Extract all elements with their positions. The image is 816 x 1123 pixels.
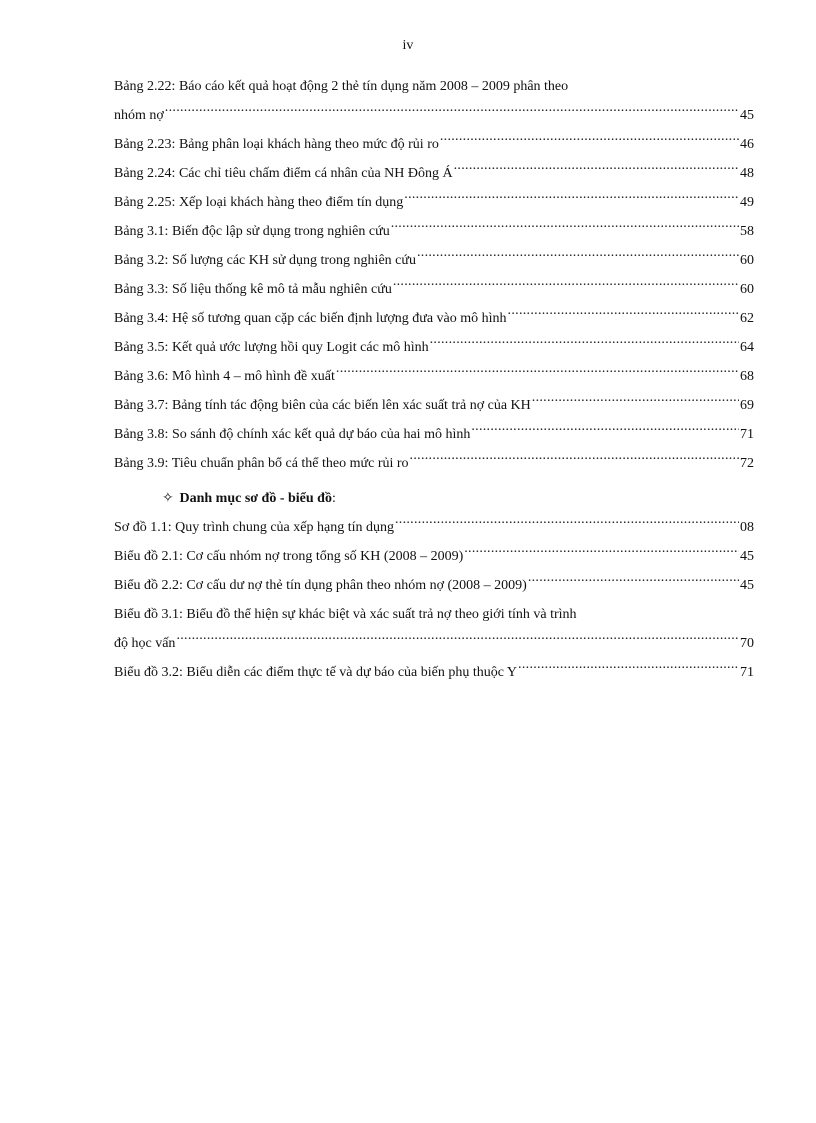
toc-entry-page: 60 <box>740 282 754 297</box>
dot-leader <box>395 517 739 531</box>
toc-entry-page: 71 <box>740 427 754 442</box>
section-heading <box>114 484 754 513</box>
toc-entry <box>114 72 754 130</box>
toc-entry <box>114 449 754 478</box>
page-number: iv <box>402 38 414 53</box>
toc-entry-title: Bảng 3.5: Kết quả ước lượng hồi quy Logit các mô hình <box>114 340 429 355</box>
toc-entry-title: Biểu đồ 2.2: Cơ cấu dư nợ thẻ tín dụng phân theo nhóm nợ (2008 – 2009) <box>114 578 527 593</box>
toc-entry-page: 45 <box>740 549 754 564</box>
toc-entry-page: 71 <box>740 665 754 680</box>
toc-entry-page: 49 <box>740 195 754 210</box>
toc-entry-page: 60 <box>740 253 754 268</box>
dot-leader <box>528 575 739 589</box>
toc-entry <box>114 571 754 600</box>
toc-entry-title: Biểu đồ 2.1: Cơ cấu nhóm nợ trong tổng số KH (2008 – 2009) <box>114 549 464 564</box>
dot-leader <box>176 633 739 647</box>
section-heading-colon: : <box>331 491 336 506</box>
toc-entry-title: Bảng 3.9: Tiêu chuẩn phân bổ cá thể theo mức rủi ro <box>114 456 409 471</box>
toc-entry-title: độ học vấn <box>114 636 176 651</box>
toc-entry-first-line: Bảng 2.22: Báo cáo kết quả hoạt động 2 thẻ tín dụng năm 2008 – 2009 phân theo <box>114 79 569 94</box>
toc-entry-title: Bảng 3.2: Số lượng các KH sử dụng trong nghiên cứu <box>114 253 416 268</box>
toc-entry-title: Bảng 3.4: Hệ số tương quan cặp các biến định lượng đưa vào mô hình <box>114 311 507 326</box>
toc-entry-page: 48 <box>740 166 754 181</box>
toc-entry-title: nhóm nợ <box>114 108 164 123</box>
toc-entry-title: Sơ đồ 1.1: Quy trình chung của xếp hạng tín dụng <box>114 520 394 535</box>
toc-entry <box>114 304 754 333</box>
toc-entry-title: Biểu đồ 3.2: Biểu diễn các điểm thực tế và dự báo của biến phụ thuộc Y <box>114 665 518 680</box>
toc-entry <box>114 333 754 362</box>
toc-entry <box>114 362 754 391</box>
toc-entry-page: 70 <box>740 636 754 651</box>
dot-leader <box>430 337 739 351</box>
toc-entry <box>114 420 754 449</box>
dot-leader <box>336 366 739 380</box>
dot-leader <box>165 105 739 119</box>
toc-entry-page: 68 <box>740 369 754 384</box>
toc-entry <box>114 130 754 159</box>
toc-entry-title: Bảng 2.23: Bảng phân loại khách hàng theo mức độ rủi ro <box>114 137 439 152</box>
toc-entry-page: 69 <box>740 398 754 413</box>
toc-entry <box>114 246 754 275</box>
toc-entry-page: 62 <box>740 311 754 326</box>
toc-entry <box>114 159 754 188</box>
toc-entry <box>114 542 754 571</box>
section-heading-title: Danh mục sơ đồ - biểu đồ <box>179 491 332 506</box>
toc-entry-title: Bảng 2.25: Xếp loại khách hàng theo điểm tín dụng <box>114 195 404 210</box>
dot-leader <box>440 134 739 148</box>
toc-entry-title: Bảng 2.24: Các chỉ tiêu chấm điểm cá nhân của NH Đông Á <box>114 166 453 181</box>
dot-leader <box>391 221 739 235</box>
dot-leader <box>471 424 739 438</box>
toc-entry-page: 45 <box>740 108 754 123</box>
dot-leader <box>404 192 739 206</box>
toc-entry-title: Bảng 3.3: Số liệu thống kê mô tả mẫu nghiên cứu <box>114 282 392 297</box>
toc-entry-title: Bảng 3.8: So sánh độ chính xác kết quả dự báo của hai mô hình <box>114 427 471 442</box>
toc-entry-page: 72 <box>740 456 754 471</box>
table-of-tables-list <box>114 72 754 478</box>
toc-entry-title: Bảng 3.1: Biến độc lập sử dụng trong nghiên cứu <box>114 224 390 239</box>
toc-entry-page: 45 <box>740 578 754 593</box>
dot-leader <box>410 453 739 467</box>
dot-leader <box>532 395 739 409</box>
toc-entry <box>114 513 754 542</box>
dot-leader <box>518 662 739 676</box>
toc-entry-page: 64 <box>740 340 754 355</box>
toc-entry-title: Bảng 3.6: Mô hình 4 – mô hình đề xuất <box>114 369 335 384</box>
dot-leader <box>417 250 739 264</box>
toc-entry <box>114 391 754 420</box>
toc-entry <box>114 188 754 217</box>
toc-entry-page: 58 <box>740 224 754 239</box>
toc-entry <box>114 217 754 246</box>
dot-leader <box>508 308 739 322</box>
toc-entry-title: Bảng 3.7: Bảng tính tác động biên của các biến lên xác suất trả nợ của KH <box>114 398 531 413</box>
toc-entry <box>114 275 754 304</box>
dot-leader <box>454 163 739 177</box>
table-of-figures-list <box>114 484 754 687</box>
toc-entry <box>114 600 754 658</box>
toc-entry <box>114 658 754 687</box>
toc-entry-page: 08 <box>740 520 754 535</box>
dot-leader <box>393 279 739 293</box>
toc-entry-first-line: Biểu đồ 3.1: Biểu đồ thể hiện sự khác biệt và xác suất trả nợ theo giới tính và trình <box>114 607 577 622</box>
four-pointed-star-outline-icon: ✧ <box>162 491 174 506</box>
toc-entry-page: 46 <box>740 137 754 152</box>
dot-leader <box>464 546 739 560</box>
